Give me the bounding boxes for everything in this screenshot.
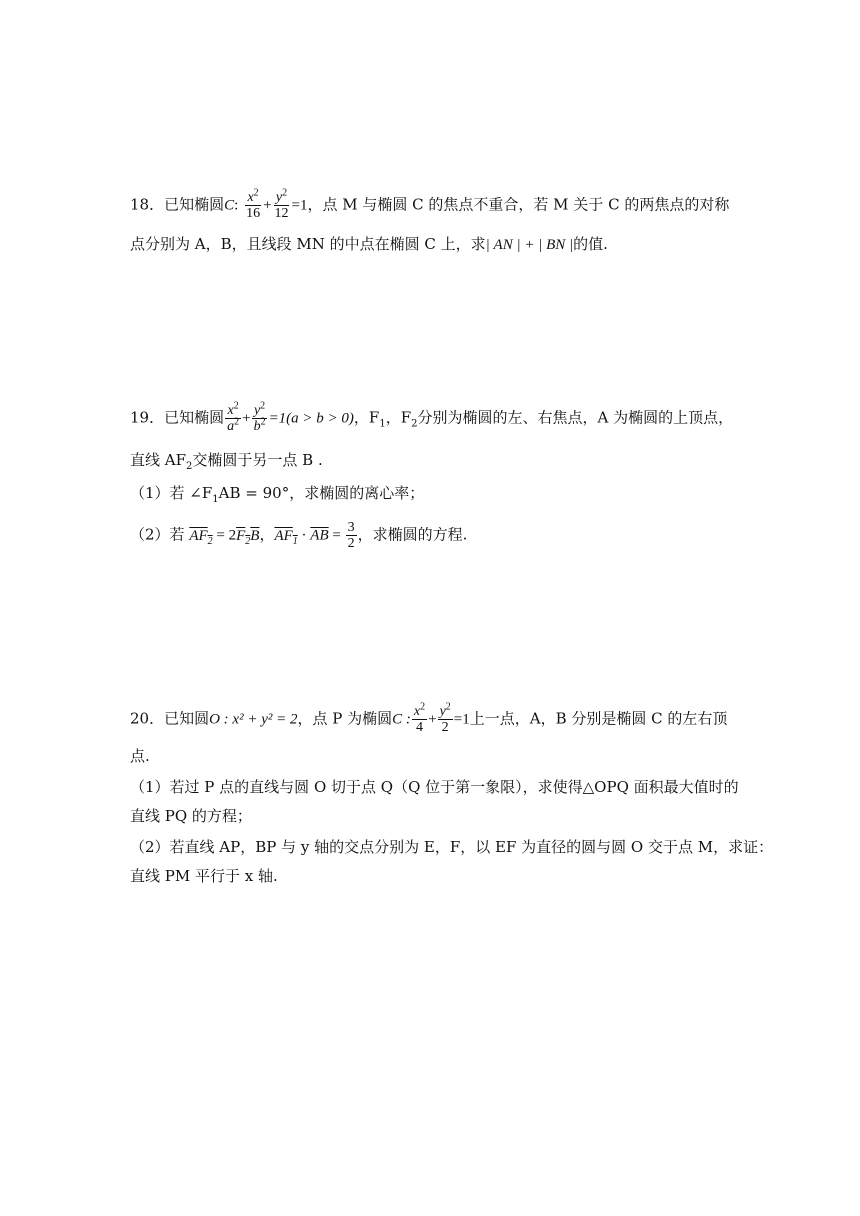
- q20-part2-line1: （2）若直线 AP，BP 与 y 轴的交点分别为 E，F，以 EF 为直径的圆与圆 O 交于点 M，求证：: [130, 838, 774, 856]
- q19-text2b: 交椭圆于另一点 B .: [192, 451, 323, 469]
- vec-af2: $AF_2$: [189, 527, 213, 547]
- vec-f2b: $F_2B$: [236, 527, 260, 547]
- q19-line1: 19．已知椭圆 $\frac{x^2}{a^2}$ + $\frac{y^2}{b^2}$ =1(a > b > 0)，$F_1$，$F_2$分别为椭圆的左、右焦点，A 为椭圆的上顶点，: [130, 400, 734, 434]
- q19-line2: 直线 $AF_2$交椭圆于另一点 B .: [130, 451, 323, 472]
- q18-line1: 18．已知椭圆C: $\frac{x^2}{16}$ + $\frac{y^2}{12}$ =1，点 M 与椭圆 C 的焦点不重合，若 M 关于 C 的两焦点的对称: [130, 187, 730, 221]
- q19-intro: 19．已知椭圆: [130, 408, 225, 427]
- q19-part1-a: （1）若 ∠F: [130, 484, 213, 502]
- q19-part1: （1）若 $\angle F_1AB = 90^\circ$，求椭圆的离心率；: [130, 484, 425, 505]
- q19-frac-3-2: $\frac{3}{2}$: [347, 520, 355, 551]
- q18-frac-x: $\frac{x^2}{16}$: [246, 187, 261, 221]
- q18-text1: ，点 M 与椭圆 C 的焦点不重合，若 M 关于 C 的两焦点的对称: [307, 195, 730, 214]
- q19-part2: [130, 520, 467, 551]
- q19-frac-y: $\frac{y^2}{b^2}$: [253, 400, 266, 434]
- q19-f1: ，F: [353, 408, 380, 427]
- q19-condition: =1(a > b > 0): [268, 410, 354, 427]
- q18-end: 的值.: [573, 235, 608, 253]
- q19-part2-end: ，求椭圆的方程.: [357, 525, 468, 544]
- ellipse-name: C: [224, 197, 235, 214]
- q20-part1-line2: 直线 PQ 的方程；: [130, 807, 252, 825]
- q18-intro: 18．已知椭圆: [130, 195, 225, 214]
- q18-rhs: =1: [291, 197, 308, 214]
- q19-f2: ，F: [385, 408, 412, 427]
- q20-text1: ，点 P 为椭圆: [297, 709, 393, 728]
- q20-text1c: 上一点，A，B 分别是椭圆 C 的左右顶: [469, 709, 728, 728]
- q20-line2: 点.: [130, 747, 150, 765]
- q20-part1-line1: （1）若过 P 点的直线与圆 O 切于点 Q（Q 位于第一象限），求使得△OPQ 面积最大值时的: [130, 778, 739, 796]
- q19-eq2: =: [328, 527, 345, 544]
- q19-frac-x: $\frac{x^2}{a^2}$: [227, 400, 240, 434]
- vec-ab: $\overline{AB}$: [310, 527, 329, 544]
- q18-text2: 点分别为 A，B，且线段 MN 的中点在椭圆 C 上，求: [130, 235, 486, 253]
- q20-ellipse-name: C :: [392, 711, 411, 728]
- q20-part2-line2: 直线 PM 平行于 x 轴.: [130, 867, 278, 885]
- q18-line2: [130, 232, 608, 257]
- q19-part2-a: （2）若: [130, 525, 190, 544]
- q20-rhs: =1: [453, 711, 470, 728]
- circle-equation: O : x² + y² = 2: [209, 711, 298, 728]
- q20-frac-y: $\frac{y^2}{2}$: [439, 701, 451, 735]
- q19-part1-b: AB = 90°，求椭圆的离心率；: [218, 484, 425, 502]
- q19-text2: 直线 AF: [130, 451, 187, 469]
- q20-frac-x: $\frac{x^2}{4}$: [413, 701, 426, 735]
- q18-frac-y: $\frac{y^2}{12}$: [274, 187, 289, 221]
- vec-af1: $AF_1$: [274, 527, 298, 547]
- q18-abs-expr: | AN | + | BN |: [485, 237, 574, 253]
- q20-line1: 20．已知圆O : x² + y² = 2，点 P 为椭圆C : $\frac{x^2}{4}$ + $\frac{y^2}{2}$ =1上一点，A，B 分别是椭圆 C 的左右顶: [130, 701, 728, 735]
- q19-dot: ·: [297, 527, 311, 544]
- q19-eq: = 2: [212, 527, 237, 544]
- q19-comma: ，: [259, 525, 275, 544]
- q19-text1: 分别为椭圆的左、右焦点，A 为椭圆的上顶点，: [417, 408, 734, 427]
- q20-intro: 20．已知圆: [130, 709, 210, 728]
